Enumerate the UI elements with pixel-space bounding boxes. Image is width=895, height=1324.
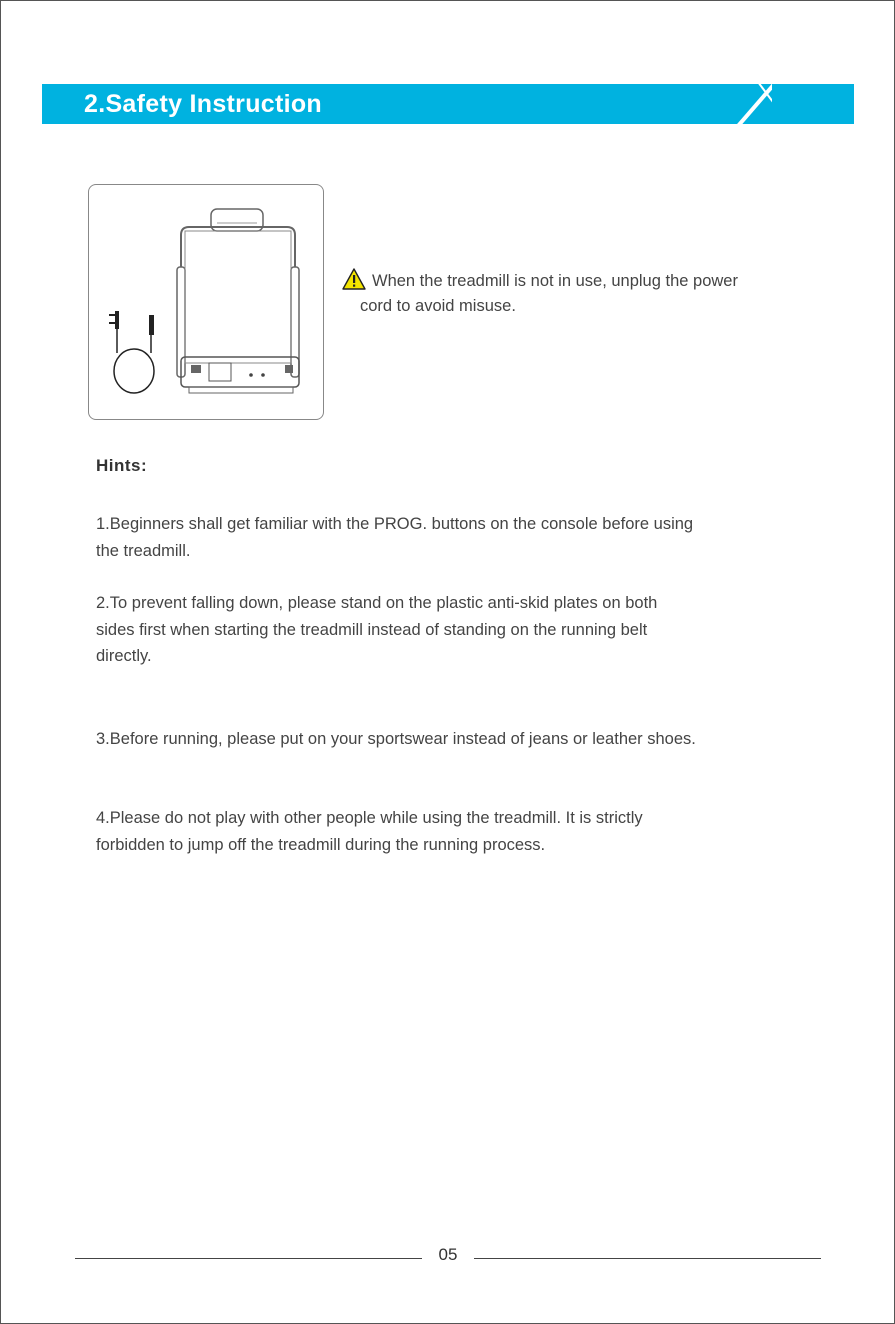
hint-1-line2: the treadmill. (96, 541, 191, 560)
hint-item-4 (96, 805, 836, 858)
hint-3-line1: 3.Before running, please put on your sportswear instead of jeans or leather shoes. (96, 730, 696, 748)
warning-text-line2: cord to avoid misuse. (360, 297, 516, 315)
treadmill-illustration (88, 184, 324, 420)
section-header (42, 84, 854, 124)
hint-1-line1: 1.Beginners shall get familiar with the PROG. buttons on the console before using (96, 515, 694, 533)
footer-divider-left (75, 1258, 422, 1259)
brand-slash-mark (692, 84, 772, 124)
hint-item-3 (96, 726, 836, 753)
hint-4-line1: 4.Please do not play with other people while using the treadmill. It is strictly (96, 809, 643, 827)
warning-triangle-icon (342, 268, 366, 290)
hint-item-1 (96, 511, 836, 564)
section-title: 2.Safety Instruction (84, 90, 322, 118)
hint-2-line3: directly. (96, 647, 152, 665)
hint-4-line2: forbidden to jump off the treadmill during the running process. (96, 835, 546, 854)
hint-item-2 (96, 590, 836, 670)
hint-2-line2: sides first when starting the treadmill instead of standing on the running belt (96, 620, 648, 639)
hints-heading: Hints: (96, 456, 148, 475)
treadmill-unplug-illustration-icon (89, 185, 323, 419)
hint-2-line1: 2.To prevent falling down, please stand on the plastic anti-skid plates on both (96, 594, 658, 612)
warning-text-line1: When the treadmill is not in use, unplug the power (372, 272, 738, 290)
unplug-warning (342, 268, 842, 319)
page-number: 05 (438, 1245, 458, 1264)
footer-divider-right (474, 1258, 821, 1259)
